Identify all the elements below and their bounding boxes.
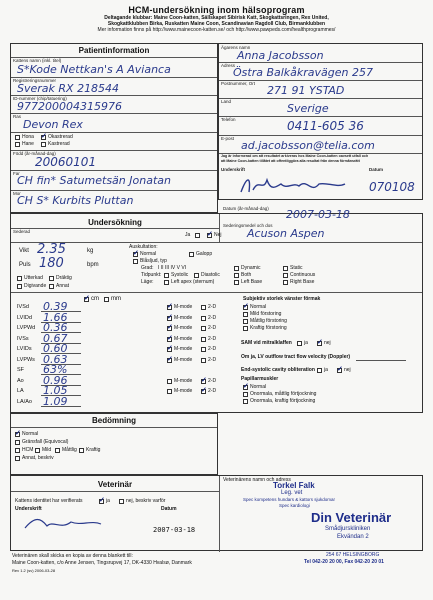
meas-label: IVSs <box>17 335 29 342</box>
meas-label: LA <box>17 388 24 394</box>
owner-sign-date: 070108 <box>369 180 415 194</box>
father: CH fin* Satumetsän Jonatan <box>17 174 171 187</box>
vet-name: Torkel Falk <box>273 481 315 490</box>
hcm-severe-checkbox[interactable] <box>79 448 84 453</box>
twod-checkbox[interactable] <box>201 305 206 310</box>
form-title: HCM-undersökning inom hälsoprogram <box>128 5 305 15</box>
owner-name: Anna Jacobsson <box>237 49 324 62</box>
subjective-la-checkbox[interactable] <box>243 319 248 324</box>
mmode-checkbox[interactable] <box>167 389 172 394</box>
header-line-1: Deltagande klubbar: Maine Coon-katten, Sällskapet Sibirisk Katt, Skogkattsringen, Rex United, <box>104 15 329 21</box>
owner-country: Sverige <box>287 102 329 115</box>
form-page: HCM-undersökning inom hälsoprogram Deltagande klubbar: Maine Coon-katten, Sällskapet Sibirisk Katt, Skogkattsringen, Rex United, Skogkattklubben Birka, Ruskatten Maine Coon, Scandinavian Ragdoll Club, Birmanklubben Mer information finns på http://www.mainecoon-katten.se/ och http://www.pawpeds.com/healthprogrammes/ Patientinformation Kattens namn (inkl. titel) S*Kode Nettkan's A Avianca Registreringsnummer Sverak RX 218544 ID-nummer (chip/tatuering) 977200004315976 Ras Devon Rex Hona Hane ✓ Okastrerad Kastrerad Född (år-månad-dag) 20060101 Far CH fin* Satumetsän Jonatan Mor CH S* Kurbits Pluttan Ägarens namn Anna Jacobsson Adress Östra Balkåkravägen 257 Postnummer, Ort 271 91 YSTAD Land Sverige Telefon 0411-605 36 E-post ad.jacobsson@telia.com Jag är informerad om att resultatet arkiveras hos Maine Coon-katten oavsett utfall och att Maine Coon-katten tillåtet att offentliggöra alla resultat från denna förmånsrätt Underskrift Datum 070108 Undersökning Datum (år-månad-dag) 2007-03-18 Sederad Ja ✓ Nej Sederingsmedel och dos Acuson Aspen Vikt 2.35 kg Puls 180 bpm Utterkad Dräktig Digivande Annat Auskultation: ✓ Normal Galopp Blåsljud, typ Grad: I II III IV V VI Dynamic Static Tidpunkt: Systolic Diastolic Both Continuous Läge: Left apex (sternum) Left Base Right Base IVSd 0.39 ✓ M-mode 2-D LVIDd 1.66 ✓ M-mode 2-D LVPWd 0.36 ✓ M-mode 2-D IVSs 0.67 ✓ M-mode 2-D LVIDs 0.60 ✓ M-mode 2-D LVPWs 0.63 ✓ M-mode 2-D SF 63% Ao 0.96 M-mode ✓ 2-D LA 1.05 M-mode ✓ 2-D LA/Ao 1.09 ✓ cm mm Subjektiv storlek vänster förmak ✓ Normal Mild förstoring Måttlig förstoring Kraftig förstoring SAM vid mitralklaffen ja ✓ nej Om ja, LV outflow tract flow velocity (Doppler) End-systolic cavity obliteration ja ✓ nej Papillarmuskler ✓ Normal Onormala, måttlig förtjockning Onormala, kraftig förtjockning Bedömning ✓ Normal Gränsfall (Equivocal) HCM Mild Måttlig Kraftig Annat, beskriv Veterinär Kattens identitet har verifierats ✓ ja nej, beskriv varför Underskrift Datum 2007-03-18 Veterinärens namn och adress Torkel Falk Leg. vet Spec kompetens hundars & kattors sjukdomar Spec kardiologi Din Veterinär Smådjurskliniken Ekvändan 2 254 67 HELSINGBORG Tel 042-20 20 00, Fax 042-20 20 01 Veterinären skall skicka en kopia av denna blankett till: Maine Coon-katten, c/o Anne Jensen, Tingsrupvej 17, DK-4330 Hvalsø, Danmark Rev 1.2 (sv) 2006-03-28 <box>8 5 425 595</box>
vet-signature <box>21 512 131 534</box>
assessment-other-checkbox[interactable] <box>15 456 20 461</box>
castrated-checkbox[interactable] <box>41 142 46 147</box>
vet-section-title: Veterinär <box>97 480 133 489</box>
diastolic-checkbox[interactable] <box>194 273 199 278</box>
owner-postal: 271 91 YSTAD <box>267 84 345 97</box>
weight: 2.35 <box>37 242 66 257</box>
meas-value: 63% <box>43 363 68 376</box>
mmode-checkbox[interactable] <box>167 305 172 310</box>
hcm-mild-checkbox[interactable] <box>35 448 40 453</box>
owner-phone: 0411-605 36 <box>287 119 364 133</box>
mmode-checkbox[interactable] <box>167 347 172 352</box>
assessment-normal-checkbox[interactable] <box>15 432 20 437</box>
meas-value: 1.09 <box>43 394 68 408</box>
sex-male-checkbox[interactable] <box>15 142 20 147</box>
subjective-la-checkbox[interactable] <box>243 326 248 331</box>
mmode-checkbox[interactable] <box>167 326 172 331</box>
unit-mm-checkbox[interactable] <box>104 297 109 302</box>
meas-value: 1.05 <box>43 384 68 397</box>
vet-box: Veterinär Kattens identitet har verifierats ✓ ja nej, beskriv varför Underskrift Datum 2007-03-18 Veterinärens namn och adress Torkel Falk Leg. vet Spec kompetens hundars & kattors sjukdomar Spec kardiologi Din Veterinär Smådjurskliniken Ekvändan 2 <box>10 475 423 551</box>
owner-address: Östra Balkåkravägen 257 <box>233 66 374 79</box>
reg-label: Registreringsnummer <box>13 78 57 83</box>
systolic-checkbox[interactable] <box>164 273 169 278</box>
id-verified-yes-checkbox[interactable] <box>99 499 104 504</box>
patient-section-title: Patientinformation <box>78 46 150 55</box>
meas-label: LVPWd <box>17 325 36 331</box>
twod-checkbox[interactable] <box>201 379 206 384</box>
assessment-hcm-checkbox[interactable] <box>15 448 20 453</box>
meas-label: LA/Ao <box>17 398 32 405</box>
meas-value: 0.36 <box>43 321 68 334</box>
meas-label: Ao <box>17 377 24 384</box>
header-line-3: Mer information finns på http://www.mainecoon-katten.se/ och http://www.pawpeds.com/healthprogrammes/ <box>97 27 336 33</box>
reg-number: Sverak RX 218544 <box>17 82 120 95</box>
dynamic-checkbox[interactable] <box>234 266 239 271</box>
birth-date: 20060101 <box>35 155 97 169</box>
meas-value: 0.63 <box>43 352 68 366</box>
uncastrated-checkbox[interactable] <box>41 135 46 140</box>
owner-signature <box>237 172 347 198</box>
form-header <box>8 5 425 33</box>
mmode-checkbox[interactable] <box>167 358 172 363</box>
twod-checkbox[interactable] <box>201 389 206 394</box>
blasljud-checkbox[interactable] <box>133 259 138 264</box>
mother: CH S* Kurbits Pluttan <box>17 194 134 207</box>
papillary-checkbox[interactable] <box>243 385 248 390</box>
id-number: 977200004315976 <box>17 100 122 113</box>
meas-label: LVIDd <box>17 314 32 321</box>
left-apex-checkbox[interactable] <box>164 280 169 285</box>
utterkad-checkbox[interactable] <box>17 276 22 281</box>
sam-no-checkbox[interactable] <box>317 341 322 346</box>
both-checkbox[interactable] <box>234 273 239 278</box>
sedated-no-checkbox[interactable] <box>207 233 212 238</box>
twod-checkbox[interactable] <box>201 316 206 321</box>
esco-no-checkbox[interactable] <box>337 368 342 373</box>
auscultation-normal-checkbox[interactable] <box>133 252 138 257</box>
meas-label: SF <box>17 367 25 373</box>
sedated-yes-checkbox[interactable] <box>195 233 200 238</box>
meas-value: 0.96 <box>43 373 68 387</box>
subjective-la-checkbox[interactable] <box>243 305 248 310</box>
patient-box: Patientinformation Kattens namn (inkl. titel) S*Kode Nettkan's A Avianca Registreringsnummer Sverak RX 218544 ID-nummer (chip/tatuering) 977200004315976 Ras Devon Rex Hona Hane ✓ Okastrerad Kastrerad Född (år-månad-dag) 20060101 Far CH fin* Satumetsän Jonatan Mor CH S* Kurbits Pluttan <box>10 43 218 213</box>
assessment-box: Bedömning ✓ Normal Gränsfall (Equivocal) HCM Mild Måttlig Kraftig Annat, beskriv <box>10 413 218 475</box>
exam-box: Undersökning Datum (år-månad-dag) 2007-03-18 Sederad Ja ✓ Nej Sederingsmedel och dos Acuson Aspen Vikt 2.35 kg Puls 180 bpm Utterkad Dräktig Digivande Annat Auskultation: ✓ Normal Galopp Blåsljud, typ Grad: I II III IV V VI Dynamic Static Tidpunkt: Systolic Diastolic Both Continuous Läge: Left apex (sternum) Left Base Right Base IVSd 0.39 ✓ M-mode 2-D LVIDd 1.66 ✓ M-mode 2-D LVPWd 0.36 ✓ M-mode 2-D IVSs 0.67 ✓ M-mode 2-D LVIDs 0.60 ✓ M-mode 2-D LVPWs 0.63 ✓ M-mode 2-D SF 63% Ao 0.96 M-mode ✓ 2-D LA 1.05 M-mode ✓ 2-D LA/Ao 1.09 ✓ cm mm Subjektiv storlek vänster förmak ✓ Normal Mild förstoring Måttlig förstoring Kraftig förstoring SAM vid mitralklaffen ja ✓ nej Om ja, LV outflow tract flow velocity (Doppler) End-systolic cavity obliteration ja ✓ nej Papillarmuskler ✓ Normal Onormala, måttlig förtjockning Onormala, kraftig förtjockning <box>10 213 423 413</box>
meas-value: 0.60 <box>43 342 68 355</box>
annat-checkbox[interactable] <box>49 284 54 289</box>
id-verified-no-checkbox[interactable] <box>119 499 124 504</box>
right-base-checkbox[interactable] <box>283 280 288 285</box>
mmode-checkbox[interactable] <box>167 337 172 342</box>
subjective-la-checkbox[interactable] <box>243 312 248 317</box>
meas-label: LVPWs <box>17 356 35 363</box>
id-label: ID-nummer (chip/tatuering) <box>13 96 67 101</box>
digivande-checkbox[interactable] <box>17 284 22 289</box>
pulse: 180 <box>39 256 64 271</box>
twod-checkbox[interactable] <box>201 326 206 331</box>
born-label: Född (år-månad-dag) <box>13 151 56 156</box>
sedation-text: Acuson Aspen <box>247 227 325 240</box>
continuous-checkbox[interactable] <box>283 273 288 278</box>
mother-label: Mor <box>13 191 21 196</box>
meas-label: IVSd <box>17 304 29 310</box>
meas-value: 1.66 <box>43 310 68 324</box>
twod-checkbox[interactable] <box>201 337 206 342</box>
exam-date: 2007-03-18 <box>286 208 350 221</box>
meas-value: 0.67 <box>43 331 68 345</box>
papillary-checkbox[interactable] <box>243 392 248 397</box>
owner-email: ad.jacobsson@telia.com <box>241 139 375 152</box>
esco-yes-checkbox[interactable] <box>317 368 322 373</box>
meas-label: LVIDs <box>17 346 32 352</box>
breed: Devon Rex <box>23 118 83 131</box>
sex-female-checkbox[interactable] <box>15 135 20 140</box>
breed-label: Ras <box>13 114 22 119</box>
cat-name-label: Kattens namn (inkl. titel) <box>13 58 62 63</box>
drakig-checkbox[interactable] <box>49 276 54 281</box>
exam-section-title: Undersökning <box>88 218 142 227</box>
papillary-checkbox[interactable] <box>243 399 248 404</box>
sam-yes-checkbox[interactable] <box>297 341 302 346</box>
mmode-checkbox[interactable] <box>167 379 172 384</box>
static-checkbox[interactable] <box>283 266 288 271</box>
header-line-2: Skogkattklubben Birka, Ruskatten Maine Coon, Scandinavian Ragdoll Club, Birmanklubben <box>107 21 326 27</box>
hcm-moderate-checkbox[interactable] <box>55 448 60 453</box>
meas-value: 0.39 <box>43 300 68 313</box>
left-base-checkbox[interactable] <box>234 280 239 285</box>
assessment-section-title: Bedömning <box>92 416 136 425</box>
cat-name: S*Kode Nettkan's A Avianca <box>17 63 171 76</box>
twod-checkbox[interactable] <box>201 347 206 352</box>
assessment-equivocal-checkbox[interactable] <box>15 440 20 445</box>
vet-date: 2007-03-18 <box>153 526 196 534</box>
owner-box: Ägarens namn Anna Jacobsson Adress Östra Balkåkravägen 257 Postnummer, Ort 271 91 YSTAD Land Sverige Telefon 0411-605 36 E-post ad.jacobsson@telia.com Jag är informerad om att resultatet arkiveras hos Maine Coon-katten oavsett utfall och att Maine Coon-katten tillåtet att offentliggöra alla resultat från denna förmånsrätt Underskrift Datum 070108 <box>218 43 423 200</box>
mmode-checkbox[interactable] <box>167 316 172 321</box>
father-label: Far <box>13 171 20 176</box>
twod-checkbox[interactable] <box>201 358 206 363</box>
clinic-name: Din Veterinär <box>311 510 392 525</box>
galopp-checkbox[interactable] <box>189 252 194 257</box>
unit-cm-checkbox[interactable] <box>84 297 89 302</box>
